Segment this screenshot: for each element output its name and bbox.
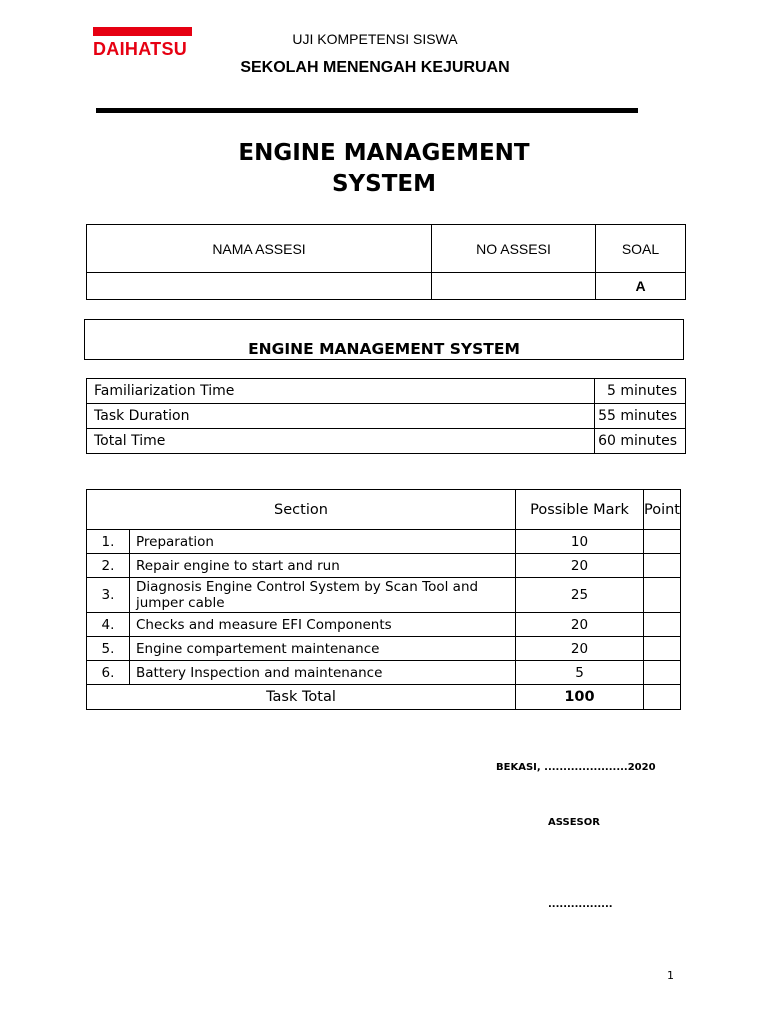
header-line1: UJI KOMPETENSI SISWA [292, 31, 458, 47]
time-value: 60 minutes [595, 429, 686, 454]
section-mark: 20 [515, 554, 643, 578]
section-row [87, 661, 681, 685]
section-point[interactable] [643, 637, 680, 661]
section-point[interactable] [643, 578, 680, 613]
task-total-label: Task Total [87, 685, 516, 710]
section-table-header [87, 490, 681, 530]
assesor-signature-line: ................. [548, 899, 613, 910]
time-label: Familiarization Time [87, 379, 595, 404]
section-name: Diagnosis Engine Control System by Scan Tool and jumper cable [130, 578, 516, 613]
section-point[interactable] [643, 613, 680, 637]
identity-table [86, 224, 686, 300]
section-row [87, 637, 681, 661]
section-mark: 25 [515, 578, 643, 613]
soal-value: A [596, 273, 686, 300]
time-label: Total Time [87, 429, 595, 454]
section-point[interactable] [643, 530, 680, 554]
time-row [87, 379, 686, 404]
section-mark: 10 [515, 530, 643, 554]
title-line2: SYSTEM [331, 171, 437, 197]
section-header: Section [87, 490, 516, 530]
section-name: Battery Inspection and maintenance [130, 661, 516, 685]
place-date: BEKASI, ......................2020 [496, 762, 656, 773]
section-name: Repair engine to start and run [130, 554, 516, 578]
section-name: Preparation [130, 530, 516, 554]
time-value: 5 minutes [595, 379, 686, 404]
nama-assesi-label: NAMA ASSESI [87, 225, 432, 273]
section-table [86, 489, 681, 710]
time-value: 55 minutes [595, 404, 686, 429]
time-label: Task Duration [87, 404, 595, 429]
header-rule [96, 108, 638, 113]
header-line2: SEKOLAH MENENGAH KEJURUAN [240, 59, 510, 76]
section-name: Checks and measure EFI Components [130, 613, 516, 637]
daihatsu-logo: DAIHATSU [93, 39, 188, 59]
section-row [87, 554, 681, 578]
section-row [87, 530, 681, 554]
possible-mark-header: Possible Mark [515, 490, 643, 530]
section-row [87, 613, 681, 637]
time-row [87, 404, 686, 429]
no-assesi-value[interactable] [432, 273, 596, 300]
section-number: 3. [87, 578, 130, 613]
section-point[interactable] [643, 661, 680, 685]
section-mark: 20 [515, 637, 643, 661]
task-total-point[interactable] [643, 685, 680, 710]
time-table [86, 378, 686, 454]
document-title [0, 138, 768, 200]
section-number: 6. [87, 661, 130, 685]
soal-label: SOAL [596, 225, 686, 273]
section-row [87, 578, 681, 613]
assesor-label: ASSESOR [548, 817, 600, 828]
page-number: 1 [667, 969, 674, 982]
title-line1: ENGINE MANAGEMENT [238, 140, 530, 166]
section-number: 2. [87, 554, 130, 578]
section-mark: 20 [515, 613, 643, 637]
section-name: Engine compartement maintenance [130, 637, 516, 661]
section-number: 4. [87, 613, 130, 637]
section-mark: 5 [515, 661, 643, 685]
section-point[interactable] [643, 554, 680, 578]
section-number: 5. [87, 637, 130, 661]
nama-assesi-value[interactable] [87, 273, 432, 300]
task-total-row [87, 685, 681, 710]
subtitle-box: ENGINE MANAGEMENT SYSTEM [84, 319, 684, 360]
section-number: 1. [87, 530, 130, 554]
point-header: Point [643, 490, 680, 530]
time-row [87, 429, 686, 454]
no-assesi-label: NO ASSESI [432, 225, 596, 273]
task-total-mark: 100 [515, 685, 643, 710]
